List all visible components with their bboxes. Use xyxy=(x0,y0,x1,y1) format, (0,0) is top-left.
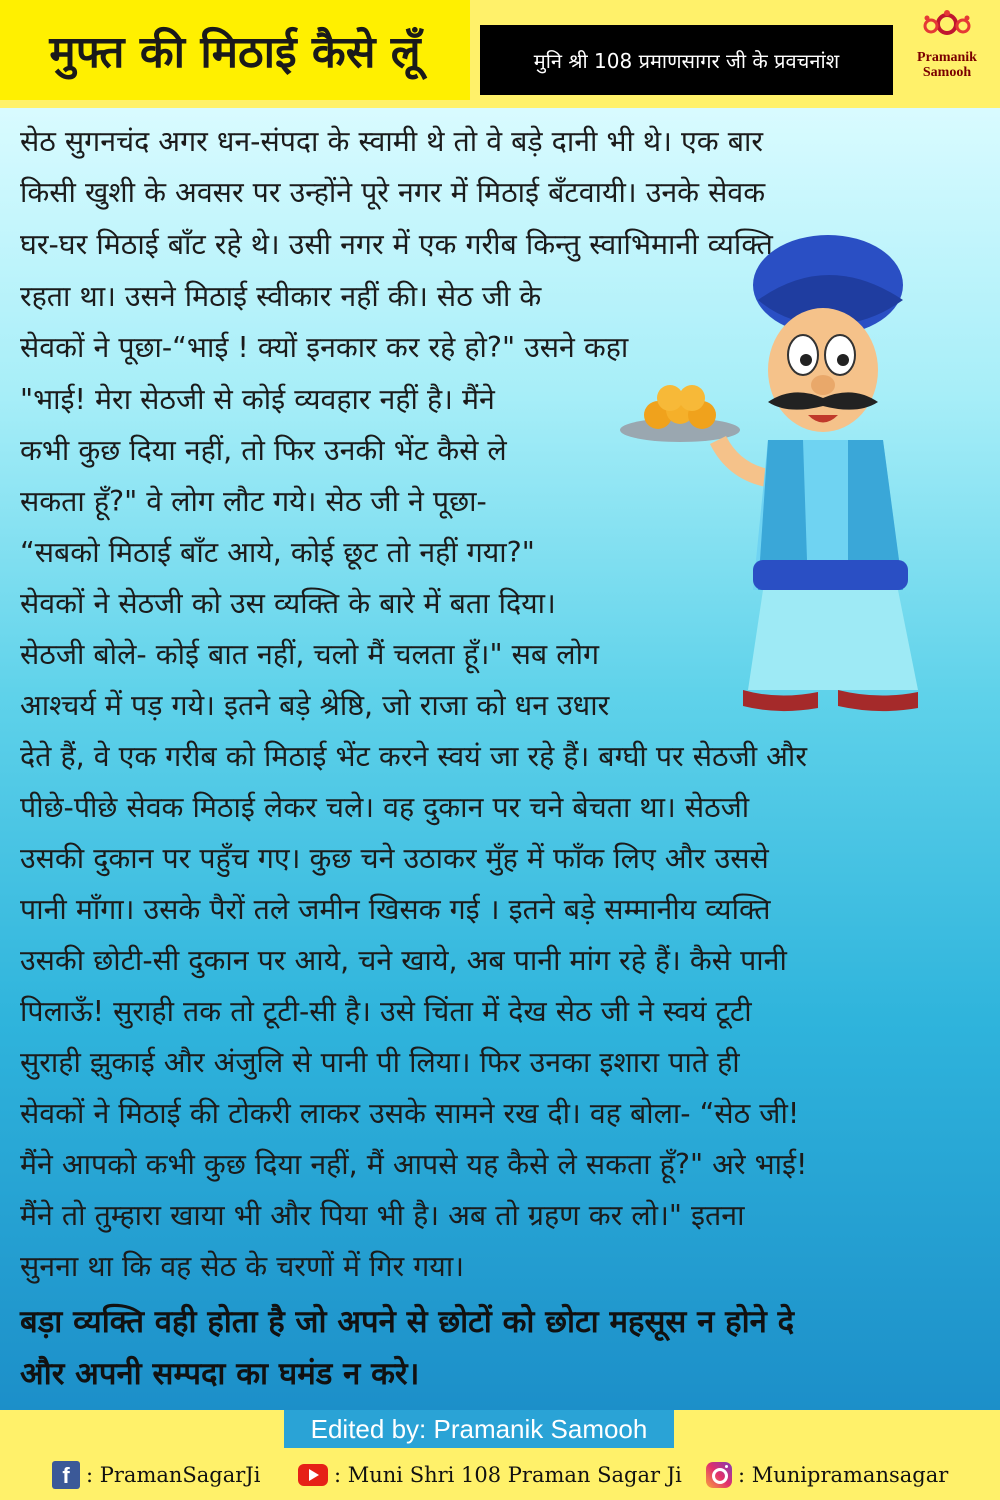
footer xyxy=(0,1410,1000,1500)
page-subtitle: मुनि श्री 108 प्रमाणसागर जी के प्रवचनांश xyxy=(533,48,840,73)
story-line: सेवकों ने पूछा-“भाई ! क्यों इनकार कर रहे हो?" उसने कहा xyxy=(20,331,629,364)
facebook-handle-text: : PramanSagarJi xyxy=(86,1463,261,1487)
logo-text-1: Pramanik xyxy=(917,50,977,65)
story-line: सेवकों ने मिठाई की टोकरी लाकर उसके सामने रख दी। वह बोला- “सेठ जी! xyxy=(20,1097,800,1130)
youtube-channel[interactable] xyxy=(298,1460,682,1490)
story-line: सेठ सुगनचंद अगर धन-संपदा के स्वामी थे तो वे बड़े दानी भी थे। एक बार xyxy=(20,125,764,158)
story-line: “सबको मिठाई बाँट आये, कोई छूट तो नहीं गया?" xyxy=(20,536,535,569)
story-line: कभी कुछ दिया नहीं, तो फिर उनकी भेंट कैसे ले xyxy=(20,434,507,467)
facebook-icon: f xyxy=(52,1461,80,1489)
pramanik-samooh-logo xyxy=(902,10,992,90)
story-line: सेवकों ने सेठजी को उस व्यक्ति के बारे में बता दिया। xyxy=(20,587,556,620)
youtube-channel-text: : Muni Shri 108 Praman Sagar Ji xyxy=(334,1463,682,1487)
edited-by-banner: Edited by: Pramanik Samooh xyxy=(284,1410,674,1448)
story-line: पिलाऊँ! सुराही तक तो टूटी-सी है। उसे चिंता में देख सेठ जी ने स्वयं टूटी xyxy=(20,995,752,1028)
story-line: सेठजी बोले- कोई बात नहीं, चलो मैं चलता हूँ।" सब लोग xyxy=(20,638,599,671)
story-line: पानी माँगा। उसके पैरों तले जमीन खिसक गई । इतने बड़े सम्मानीय व्यक्ति xyxy=(20,893,771,926)
story-line: रहता था। उसने मिठाई स्वीकार नहीं की। सेठ जी के xyxy=(20,280,542,313)
story-line: सकता हूँ?" वे लोग लौट गये। सेठ जी ने पूछा- xyxy=(20,485,487,518)
youtube-icon xyxy=(298,1464,328,1486)
page-title: मुफ्त की मिठाई कैसे लूँ xyxy=(49,27,421,78)
instagram-icon xyxy=(706,1462,732,1488)
story-line: पीछे-पीछे सेवक मिठाई लेकर चले। वह दुकान पर चने बेचता था। सेठजी xyxy=(20,791,750,824)
logo-text-2: Samooh xyxy=(922,65,972,80)
story-line: सुनना था कि वह सेठ के चरणों में गिर गया। xyxy=(20,1250,464,1283)
story-line: "भाई! मेरा सेठजी से कोई व्यवहार नहीं है। मैंने xyxy=(20,383,495,416)
moral-line-2: और अपनी सम्पदा का घमंड न करे। xyxy=(20,1356,420,1392)
story-line: आश्चर्य में पड़ गये। इतने बड़े श्रेष्ठि, जो राजा को धन उधार xyxy=(20,689,610,722)
story-line: देते हैं, वे एक गरीब को मिठाई भेंट करने स्वयं जा रहे हैं। बग्घी पर सेठजी और xyxy=(20,740,807,773)
story-line: किसी खुशी के अवसर पर उन्होंने पूरे नगर में मिठाई बँटवायी। उनके सेवक xyxy=(20,176,766,209)
logo-icon xyxy=(917,10,977,46)
moral-line-1: बड़ा व्यक्ति वही होता है जो अपने से छोटों को छोटा महसूस न होने दे xyxy=(20,1304,795,1340)
story-line: उसकी दुकान पर पहुँच गए। कुछ चने उठाकर मुँह में फाँक लिए और उससे xyxy=(20,842,769,875)
title-banner xyxy=(0,0,470,100)
cartoon-man-with-sweets xyxy=(618,230,958,730)
instagram-handle[interactable] xyxy=(706,1460,948,1490)
subtitle-banner xyxy=(480,25,893,95)
story-line: घर-घर मिठाई बाँट रहे थे। उसी नगर में एक गरीब किन्तु स्वाभिमानी व्यक्ति xyxy=(20,228,773,261)
instagram-handle-text: : Munipramansagar xyxy=(738,1463,949,1487)
story-line: उसकी छोटी-सी दुकान पर आये, चने खाये, अब पानी मांग रहे हैं। कैसे पानी xyxy=(20,944,787,977)
story-line: मैंने तो तुम्हारा खाया भी और पिया भी है। अब तो ग्रहण कर लो।" इतना xyxy=(20,1199,745,1232)
story-line: सुराही झुकाई और अंजुलि से पानी पी लिया। फिर उनका इशारा पाते ही xyxy=(20,1046,740,1079)
story-line: मैंने आपको कभी कुछ दिया नहीं, मैं आपसे यह कैसे ले सकता हूँ?" अरे भाई! xyxy=(20,1148,808,1181)
facebook-handle[interactable] xyxy=(52,1460,260,1490)
